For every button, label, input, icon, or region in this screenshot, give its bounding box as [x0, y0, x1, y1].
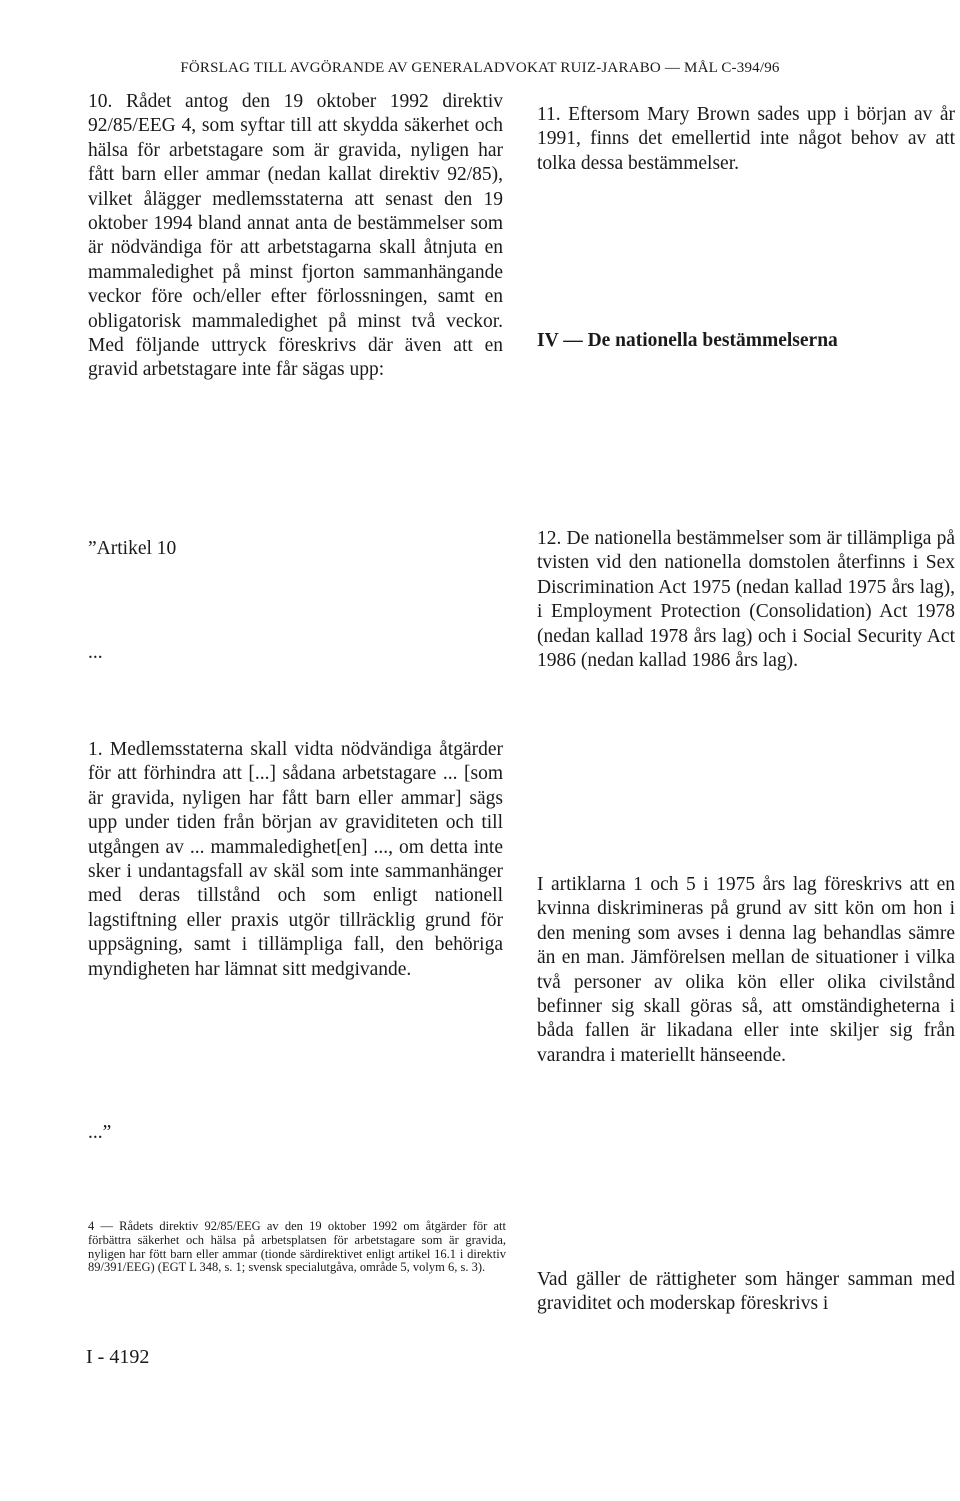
article-title: ”Artikel 10 [88, 538, 177, 559]
paragraph-last-text: Vad gäller de rättigheter som hänger samman med graviditet och moderskap föreskrivs i [537, 1269, 955, 1315]
paragraph-articles [537, 873, 955, 1068]
paragraph-10 [88, 90, 503, 383]
footnote-4-text: 4 — Rådets direktiv 92/85/EEG av den 19 oktober 1992 om åtgärder för att förbättra säkerhet och hälsa på arbetsplatsen för arbetstagare som är gravida, nyligen har fött barn eller ammar (tionde särdirektivet enligt artikel 16.1 i direktiv 89/391/EEG) (EGT L 348, s. 1; svensk specialutgåva, område 5, volym 6, s. 3). [88, 1219, 506, 1275]
article-point-1 [88, 738, 503, 982]
article-point-1-text: 1. Medlemsstaterna skall vidta nödvändiga åtgärder för att förhindra att [...] sådana arbetstagare ... [som är gravida, nyligen har fått barn eller ammar] sägs upp under tiden från början av graviditeten och till utgången av ... mammaledighet[en] ..., om detta inte sker i undantagsfall av skäl som inte sammanhänger med deras tillstånd och som enligt nationell lagstiftning eller praxis utgör tillräcklig grund för uppsägning, samt i tillämpliga fall, den behöriga myndigheten har lämnat sitt medgivande. [88, 739, 503, 980]
footnote-4 [88, 1220, 506, 1275]
running-header: FÖRSLAG TILL AVGÖRANDE AV GENERALADVOKAT RUIZ-JARABO — MÅL C-394/96 [180, 60, 780, 76]
paragraph-10-text: 10. Rådet antog den 19 oktober 1992 direktiv 92/85/EEG 4, som syftar till att skydda säkerhet och hälsa för arbetstagare som är gravida, nyligen har fått barn eller ammar (nedan kallat direktiv 92/85), vilket ålägger medlemsstaterna att senast den 19 oktober 1994 bland annat anta de bestämmelser som är nödvändiga för att arbetstagarna skall åtnjuta en mammaledighet på minst fjorton sammanhängande veckor före och/eller efter förlossningen, samt en obligatorisk mammaledighet på minst två veckor. Med följande uttryck föreskrivs där även att en gravid arbetstagare inte får sägas upp: [88, 91, 503, 381]
page-number: I - 4192 [86, 1346, 150, 1368]
paragraph-last [537, 1268, 955, 1317]
ellipsis-2: ...” [88, 1122, 112, 1143]
paragraph-12-text: 12. De nationella bestämmelser som är tillämpliga på tvisten vid den nationella domstolen återfinns i Sex Discrimination Act 1975 (nedan kallad 1975 års lag), i Employment Protection (Consolidation) Act 1978 (nedan kallad 1978 års lag) och i Social Security Act 1986 (nedan kallad 1986 års lag). [537, 528, 955, 672]
paragraph-11 [537, 103, 955, 176]
paragraph-articles-text: I artiklarna 1 och 5 i 1975 års lag föreskrivs att en kvinna diskrimineras på grund av sitt kön om hon i den mening som avses i denna lag behandlas sämre än en man. Jämförelsen mellan de situationer i vilka två personer av olika kön eller olika civilstånd befinner sig skall göras så, att omständigheterna i båda fallen är likadana eller inte skiljer sig från varandra i materiellt hänseende. [537, 874, 955, 1066]
paragraph-11-text: 11. Eftersom Mary Brown sades upp i början av år 1991, finns det emellertid inte något behov av att tolka dessa bestämmelser. [537, 104, 955, 174]
section-heading: IV — De nationella bestämmelserna [537, 330, 838, 351]
paragraph-12 [537, 527, 955, 673]
ellipsis-1: ... [88, 642, 103, 663]
